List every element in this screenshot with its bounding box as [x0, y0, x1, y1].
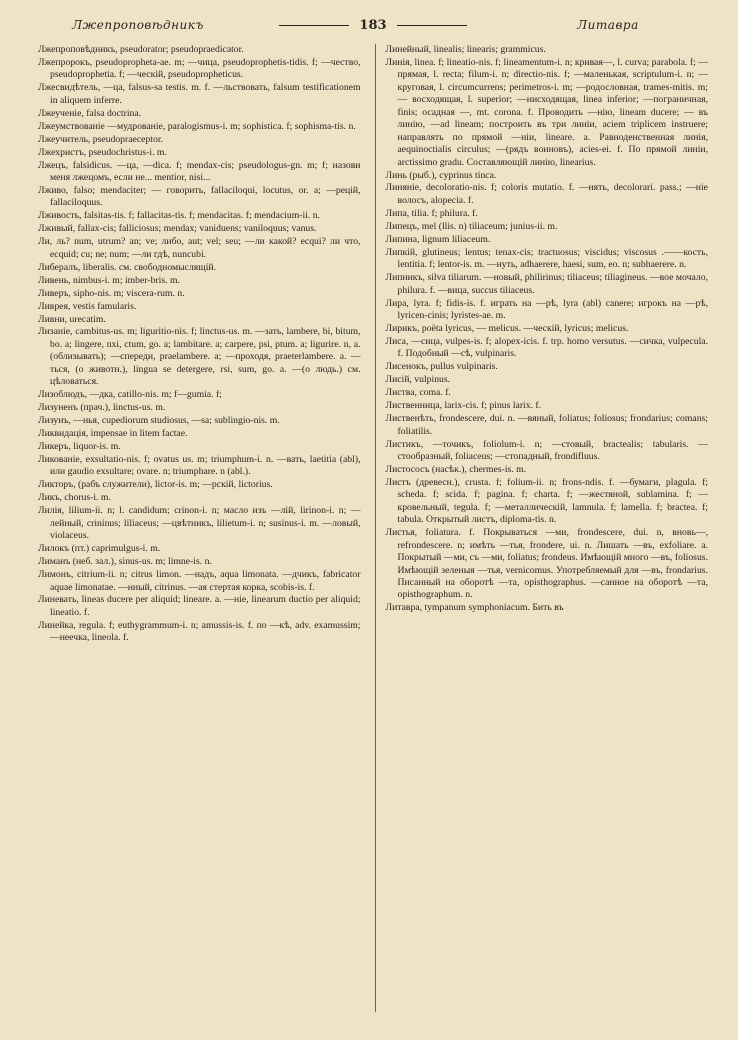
dictionary-entry: Лисенокъ, pullus vulpinaris.: [385, 361, 498, 373]
dictionary-entry: Лирикъ, poëta lyricus, — melicus. —ческій, lyricus; melicus.: [385, 322, 629, 334]
dictionary-entry: Ливеръ, sipho-nis. m; viscera-rum. n.: [38, 287, 185, 299]
dictionary-entry: Ликеръ, liquor-is. m.: [38, 441, 121, 453]
dictionary-entry: Листососъ (насѣк.), chermes-is. m.: [385, 463, 527, 475]
dictionary-entry: Листъ (древесн.), crusta. f; folium-ii. n; frons-ndis. f. —бумаги, plagula. f; scheda. f; scida. f; pagina. f; charta. f; —жестяной, sublamina. f; —кровельный, tegula. f; —металлическій, lamnula. f; lamella. f; bractea. f; tabula. Открытый листъ, diploma-tis. n.: [385, 476, 708, 526]
dictionary-entry: Лжецъ, falsidicus. —ца, —dica. f; mendax-cis; pseudologus-gn. m; f; назови меня лжецомъ, если не... mentior, nisi...: [38, 159, 361, 184]
dictionary-entry: Лживый, fallax-cis; falliciosus; mendax; vaniduens; vaniloquus; vanus.: [38, 223, 317, 235]
dictionary-entry: Лиственница, larix-cis. f; pinus larix. f.: [385, 400, 542, 412]
dictionary-entry: Линія, linea. f; lineatio-nis. f; lineamentum-i. n; кривая—, l. curva; parabola. f; —прямая, l. recta; filum-i. n; directio-nis. f; —маленькая, scriptulum-i. n; —круговая, l. circumcurrens; perimetros-i. m; —родословная, trames-mitis. m; — восходящая, l. superior; —нисходящая, linea inferior; —пограничная, finis; осадная —, mt. corona. f. Проводить —нію, lineam ducere; — въ линію, —ad lineam; построить въ три линіи, aciem triplicem instruere; направлять по прямой —ніи, lineare. a. Равноденственная линія, aequinoctialis circulus; —(рядъ воиновъ), acies-ei. f. По прямой линіи, arctissimo gradu. Составляющій линію, linearius.: [385, 56, 708, 168]
dictionary-entry: Лизаніе, cambitus-us. m; liguritio-nis. f; linctus-us. m. —зать, lambere, bi, bitum, bo. a; lingere, nxi, ctum, go. a; lambitare. a; carpere, psi, ptum. a; ligurire. n, a. (облизывать); —спереди, praelambere. a; —проходя, praeterlambere. a. —ться, (о животн.), lingua se detergere, rsi, sum, go. a. —(о людь.) см. цѣловаться.: [38, 326, 361, 388]
header-left-guide-word: Лжепроповѣдникъ: [72, 18, 204, 32]
page-number: 183: [359, 17, 387, 33]
dictionary-entry: Лжепророкъ, pseudopropheta-ae. m; —чица, pseudoprophetis-tidis. f; —чество, pseudoprophetia. f; —ческій, pseudopropheticus.: [38, 56, 361, 81]
dictionary-entry: Лизоблюдъ, —дка, catillo-nis. m; f—gumia. f;: [38, 389, 222, 401]
page-header: [38, 14, 708, 36]
dictionary-entry: Ливрея, vestis famularis.: [38, 300, 137, 312]
dictionary-entry: Ликъ, chorus-i. m.: [38, 492, 111, 504]
dictionary-entry: Линь (рыб.), cyprinus tinca.: [385, 169, 497, 181]
dictionary-entry: Либералъ, liberalis. см. свободномыслящій.: [38, 261, 216, 273]
dictionary-entry: Ликвидація, impensae in litem factae.: [38, 428, 188, 440]
dictionary-entry: Лисій, vulpinus.: [385, 374, 451, 386]
dictionary-entry: Лжеумствованіе —мудрованіе, paralogismus-i. m; sophistica. f; sophisma-tis. n.: [38, 120, 356, 132]
dictionary-entry: Липецъ, mel (llis. n) tiliaceum; junius-ii. m.: [385, 220, 558, 232]
dictionary-entry: Листва, coma. f.: [385, 387, 451, 399]
right-column: [375, 44, 709, 1012]
dictionary-entry: Лира, lyra. f; fidis-is. f. играть на —рѣ, lyra (abl) canere; игрокъ на —рѣ, lyricen-cinis; lyristes-ae. m.: [385, 297, 708, 322]
dictionary-entry: Линейка, regula. f; euthygrammum-i. n; amussis-is. f. по —кѣ, adv. examussim; —неечка, lineola. f.: [38, 619, 361, 644]
dictionary-entry: Лиманъ (неб. зал.), sinus-us. m; limne-is. n.: [38, 556, 212, 568]
dictionary-entry: Лилія, lilium-ii. n; l. candidum; crinon-i. n; масло изъ —лій, lirinon-i. n; —лейный, crininus; liliaceus; —цвѣтникъ, lilietum-i. n; susinus-i. m. —ловый, violaceus.: [38, 505, 361, 542]
dictionary-entry: Листикъ, —точикъ, foliolum-i. n; —стовый, bractealis; tabularis. —стообразный, foliaceus; —стопадный, frondifluus.: [385, 438, 708, 462]
dictionary-entry: Лжеученіе, falsa doctrina.: [38, 107, 142, 119]
dictionary-entry: Лимонъ, citrium-ii. n; citrus limon. —надъ, aqua limonata. —дчикъ, fabricator aquae limonatae. —нный, citrinus. —ая стертая корка, scobis-is. f.: [38, 569, 361, 593]
dictionary-entry: Лжехристъ, pseudochristus-i. m.: [38, 146, 167, 158]
dictionary-entry: Линевать, lineas ducere per aliquid; lineare. a. —ніе, linearum ductio per aliquid; lineatio. f.: [38, 594, 361, 618]
dictionary-entry: Ливни, urecatim.: [38, 313, 106, 325]
header-rule-left: [279, 25, 349, 26]
dictionary-entry: Ликторъ, (рабъ служители), lictor-is. m; —рскій, lictorius.: [38, 479, 273, 491]
dictionary-entry: Лжесвидѣтель, —ца, falsus-sa testis. m. f. —льствовать, falsum testificationem in aliquem inferre.: [38, 82, 361, 106]
dictionary-entry: Линяніе, decoloratio-nis. f; coloris mutatio. f. —нять, decolorari. pass.; —ніе волосъ, alopecia. f.: [385, 182, 708, 206]
dictionary-entry: Линейный, linealis; linearis; grammicus.: [385, 44, 546, 55]
dictionary-entry: Лизунъ, —нья, cupediorum studiosus, —sa; sublingio-nis. m.: [38, 415, 280, 427]
dictionary-entry: Лиса, —сица, vulpes-is. f; alopex-icis. f. trp. homo versutus. —сичка, vulpecula. f. Подобный —сѣ, vulpinaris.: [385, 335, 708, 360]
dictionary-entry: Липина, lignum liliaceum.: [385, 233, 491, 245]
dictionary-entry: Лжепроповѣдникъ, pseudorator; pseudopraedicator.: [38, 44, 244, 55]
dictionary-entry: Липникъ, silva tiliarum. —новый, philirinus; tiliaceus; tiliagineus. —вое мочало, philura. f. —вица, succus tiliaceus.: [385, 272, 708, 296]
dictionary-entry: Ли, ль? num, utrum? an; ve; либо, aut; vel; seu; —ли какой? ecqui? ли что, ecquid; cu; ne; num; —ли гдѣ, nuncubi.: [38, 236, 361, 260]
dictionary-entry: Лживо, falso; mendaciter; — говорить, fallaciloqui, locutus, or. a; —рецій, fallaciloquus.: [38, 184, 361, 209]
page-number-block: [279, 18, 466, 33]
dictionary-entry: Ликованіе, exsultatio-nis. f; ovatus us. m; triumphum-i. n. —вать, laetitia (abl), или gaudio exsultare; ovare. n; triumphare. n (abl.).: [38, 454, 361, 478]
dictionary-entry: Листья, foliatura. f. Покрываться —ми, frondescere, dui. n, вновь—, refrondescere. n; имѣть —тья, frondere, ui. n. Лишать —въ, exfoliare. a. Покрытый —ми, съ —ми, foliatus; frondeus. Имѣющій много —въ, foliosus. Имѣющій зеленыя —тья, vernicomus. Употребляемый для —въ, frondarius. Писанный на оборотѣ —та, opisthographus. —санное на оборотѣ —та, opisthographum. n.: [385, 527, 708, 601]
dictionary-entry: Ливень, nimbus-i. m; imber-bris. m.: [38, 274, 180, 286]
dictionary-entry: Лживость, falsitas-tis. f; fallacitas-tis. f; mendacitas. f; mendacium-ii. n.: [38, 210, 321, 222]
text-columns: [38, 44, 708, 1012]
header-right-guide-word: Литавра: [577, 18, 639, 32]
dictionary-entry: Лилокъ (пт.) caprimulgus-i. m.: [38, 543, 161, 555]
dictionary-entry: Липа, tilia. f; philura. f.: [385, 207, 478, 219]
dictionary-entry: Липкій, glutineus; lentus; tenax-cis; tractuosus; viscidus; viscosus .——кость, lentitia. f; lentor-is. m. —нуть, adhaerere, haesi, sum, eo. n; subhaerere. n.: [385, 246, 708, 271]
dictionary-entry: Лжеучитель, pseudopraeceptor.: [38, 133, 163, 145]
dictionary-entry: Лизуненъ (прач.), linctus-us. m.: [38, 402, 166, 414]
left-column: [38, 44, 361, 1012]
dictionary-entry: Лиственѣть, frondescere, dui. n. —вяный, foliatus; foliosus; frondarius; comans; foliatilis.: [385, 413, 708, 437]
dictionary-entry: Литавра, tympanum symphoniacum. Бить въ: [385, 602, 564, 614]
header-rule-right: [397, 25, 467, 26]
